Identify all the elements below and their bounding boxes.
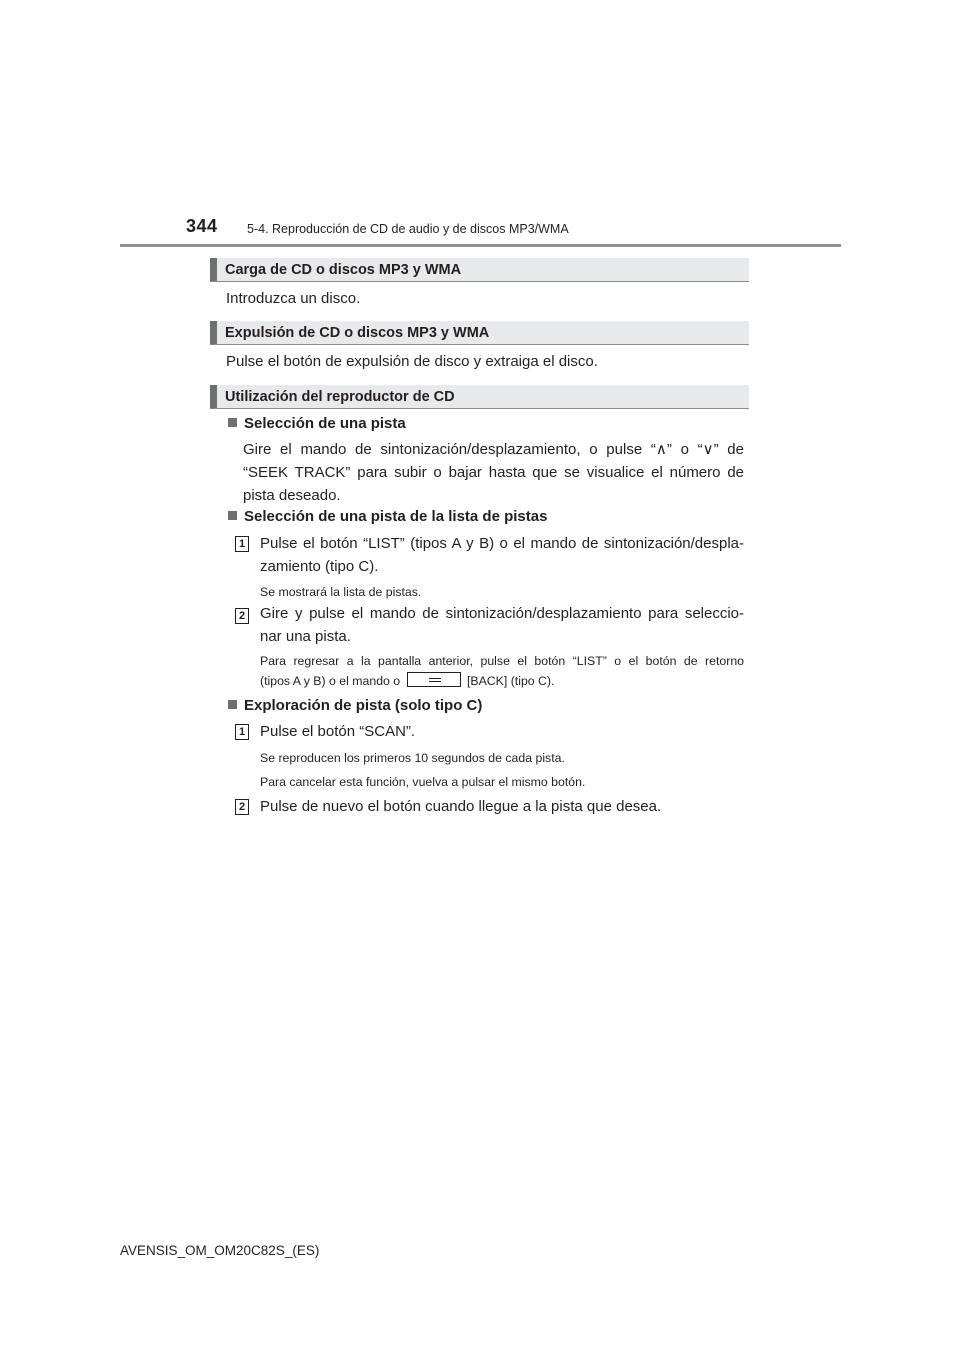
- back-arrow-icon: [429, 678, 441, 682]
- step-number: 1: [235, 724, 249, 740]
- step-text: [260, 532, 744, 578]
- step-note: Se mostrará la lista de pistas.: [260, 585, 422, 599]
- track-select-body: [243, 438, 744, 507]
- body-line: “SEEK TRACK” para subir o bajar hasta que se visualice el número de: [243, 464, 744, 481]
- subheading-track-list: [228, 508, 547, 525]
- subheading-text: Exploración de pista (solo tipo C): [244, 697, 483, 714]
- back-button-icon: [407, 672, 461, 687]
- subheading-scan: [228, 697, 482, 714]
- square-bullet-icon: [228, 511, 237, 520]
- square-bullet-icon: [228, 418, 237, 427]
- body-line: Gire el mando de sintonización/desplazamiento, o pulse “∧” o “∨” de: [243, 441, 744, 458]
- step-note: Se reproducen los primeros 10 segundos de cada pista.: [260, 751, 565, 765]
- step-note: Para cancelar esta función, vuelva a pulsar el mismo botón.: [260, 775, 586, 789]
- document-code: AVENSIS_OM_OM20C82S_(ES): [120, 1243, 320, 1258]
- page-number: 344: [186, 216, 218, 236]
- body-line: pista deseado.: [243, 487, 341, 504]
- section-title: Carga de CD o discos MP3 y WMA: [225, 262, 462, 278]
- section-body: Introduzca un disco.: [226, 290, 361, 307]
- body-line: zamiento (tipo C).: [260, 558, 379, 575]
- section-accent-bar: [210, 258, 217, 281]
- running-head: 5-4. Reproducción de CD de audio y de discos MP3/WMA: [247, 222, 569, 236]
- section-heading-player: [210, 385, 749, 409]
- body-line: Pulse el botón “LIST” (tipos A y B) o el mando de sintonización/despla-: [260, 535, 744, 552]
- body-line: Gire y pulse el mando de sintonización/desplazamiento para seleccio-: [260, 605, 744, 622]
- section-title: Utilización del reproductor de CD: [225, 389, 455, 405]
- square-bullet-icon: [228, 700, 237, 709]
- step-text: [260, 602, 744, 648]
- note-text: [BACK] (tipo C).: [466, 674, 555, 688]
- note-text: (tipos A y B) o el mando o: [260, 674, 401, 688]
- section-accent-bar: [210, 385, 217, 408]
- step-text: Pulse de nuevo el botón cuando llegue a la pista que desea.: [260, 798, 662, 815]
- section-accent-bar: [210, 321, 217, 344]
- step-number: 1: [235, 536, 249, 552]
- header-divider: [120, 244, 841, 247]
- section-heading-eject: [210, 321, 749, 345]
- note-line: [260, 671, 744, 691]
- section-title: Expulsión de CD o discos MP3 y WMA: [225, 325, 490, 341]
- note-line: Para regresar a la pantalla anterior, pulse el botón “LIST” o el botón de retorno: [260, 654, 744, 668]
- step-number: 2: [235, 608, 249, 624]
- step-note: [260, 651, 744, 691]
- subheading-track-select: [228, 415, 406, 432]
- subheading-text: Selección de una pista de la lista de pistas: [244, 508, 548, 525]
- step-number: 2: [235, 799, 249, 815]
- body-line: nar una pista.: [260, 628, 351, 645]
- step-text: Pulse el botón “SCAN”.: [260, 723, 416, 740]
- section-heading-load: [210, 258, 749, 282]
- section-body: Pulse el botón de expulsión de disco y extraiga el disco.: [226, 353, 598, 370]
- subheading-text: Selección de una pista: [244, 415, 406, 432]
